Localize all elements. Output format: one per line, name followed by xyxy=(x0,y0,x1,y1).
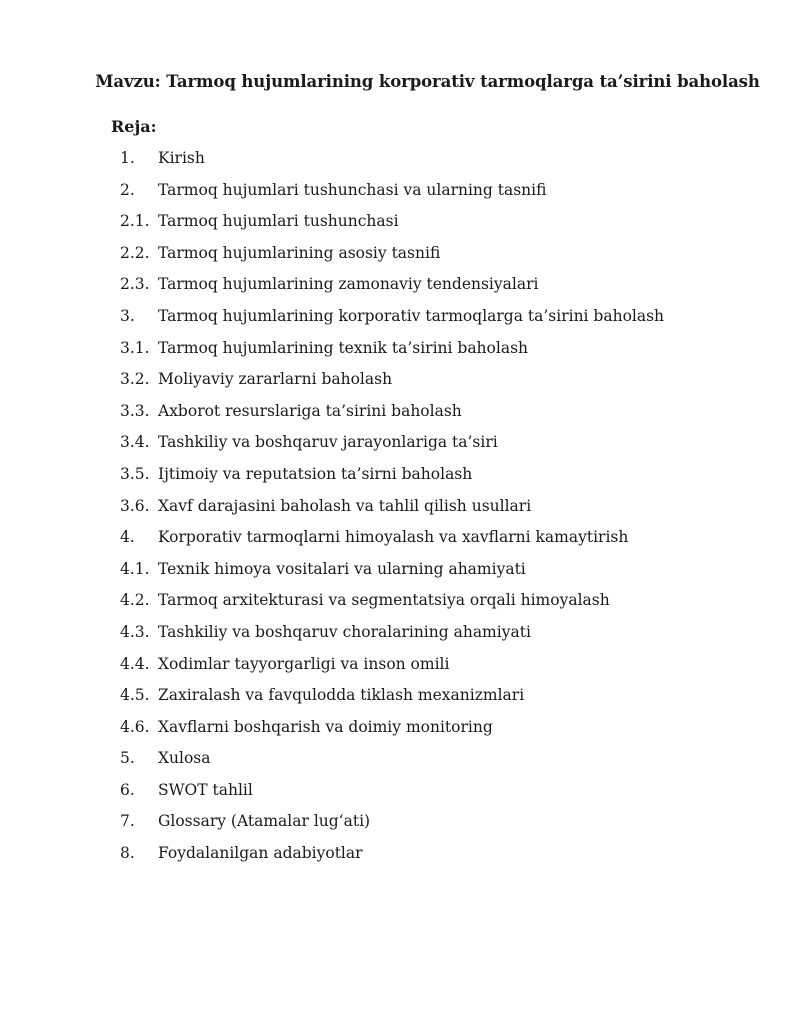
toc-item-number: 4.6. xyxy=(120,717,150,736)
toc-item-number: 4. xyxy=(120,528,135,547)
toc-item-number: 3.6. xyxy=(120,496,150,515)
toc-item-number: 3.5. xyxy=(120,464,150,483)
toc-item-text: Foydalanilgan adabiyotlar xyxy=(158,844,363,863)
toc-item-text: Tashkiliy va boshqaruv choralarining ahamiyati xyxy=(158,622,531,641)
toc-item-number: 5. xyxy=(120,749,135,768)
toc-item-text: Tarmoq hujumlarining korporativ tarmoqlarga ta’sirini baholash xyxy=(158,306,665,325)
toc-item-text: Kirish xyxy=(158,149,205,167)
toc-item-number: 3.2. xyxy=(120,370,150,389)
toc-item-text: Axborot resurslariga ta’sirini baholash xyxy=(158,401,462,420)
toc-item-number: 2.2. xyxy=(120,243,150,262)
toc-item-number: 6. xyxy=(120,780,135,799)
toc-item-number: 2. xyxy=(120,180,135,199)
toc-item-number: 4.2. xyxy=(120,591,150,610)
toc-item-number: 4.4. xyxy=(120,654,150,673)
toc-item-number: 2.1. xyxy=(120,212,150,231)
toc-item-number: 3. xyxy=(120,306,135,325)
toc-item-text: Xodimlar tayyorgarligi va inson omili xyxy=(158,654,450,673)
toc-item-text: SWOT tahlil xyxy=(158,780,253,799)
toc-item-number: 3.3. xyxy=(120,401,150,420)
toc-item-text: Xavflarni boshqarish va doimiy monitoring xyxy=(158,717,493,736)
toc-item-number: 1. xyxy=(120,149,135,167)
toc-item-text: Zaxiralash va favqulodda tiklash mexanizmlari xyxy=(158,686,525,705)
toc-item-number: 8. xyxy=(120,844,135,863)
toc-item-number: 7. xyxy=(120,812,135,831)
toc-item-number: 4.3. xyxy=(120,622,150,641)
toc-item-text: Ijtimoiy va reputatsion ta’sirni baholash xyxy=(158,464,473,483)
toc-item-text: Tashkiliy va boshqaruv jarayonlariga ta’siri xyxy=(158,433,498,452)
toc-item-text: Glossary (Atamalar lug‘ati) xyxy=(158,812,371,831)
toc-item-text: Tarmoq hujumlarining zamonaviy tendensiyalari xyxy=(158,275,539,294)
toc-item-text: Moliyaviy zararlarni baholash xyxy=(158,370,393,389)
document-title: Mavzu: Tarmoq hujumlarining korporativ tarmoqlarga ta’sirini baholash xyxy=(95,72,760,91)
toc-item-text: Tarmoq arxitekturasi va segmentatsiya orqali himoyalash xyxy=(158,591,610,610)
toc-item-text: Korporativ tarmoqlarni himoyalash va xavflarni kamaytirish xyxy=(158,528,629,547)
toc-item-text: Tarmoq hujumlarining texnik ta’sirini baholash xyxy=(158,338,529,357)
plan-heading: Reja: xyxy=(111,117,157,136)
toc-item-number: 4.5. xyxy=(120,686,150,705)
toc-item-text: Xulosa xyxy=(158,749,211,768)
toc-item-text: Texnik himoya vositalari va ularning ahamiyati xyxy=(158,559,526,578)
toc-item-number: 4.1. xyxy=(120,559,150,578)
toc-item-number: 3.4. xyxy=(120,433,150,452)
toc-item-text: Tarmoq hujumlari tushunchasi va ularning tasnifi xyxy=(158,180,547,199)
toc-item-text: Xavf darajasini baholash va tahlil qilish usullari xyxy=(158,496,532,515)
toc-item-number: 3.1. xyxy=(120,338,150,357)
toc-item-text: Tarmoq hujumlari tushunchasi xyxy=(158,212,399,231)
toc-item-number: 2.3. xyxy=(120,275,150,294)
toc-item-text: Tarmoq hujumlarining asosiy tasnifi xyxy=(158,243,441,262)
